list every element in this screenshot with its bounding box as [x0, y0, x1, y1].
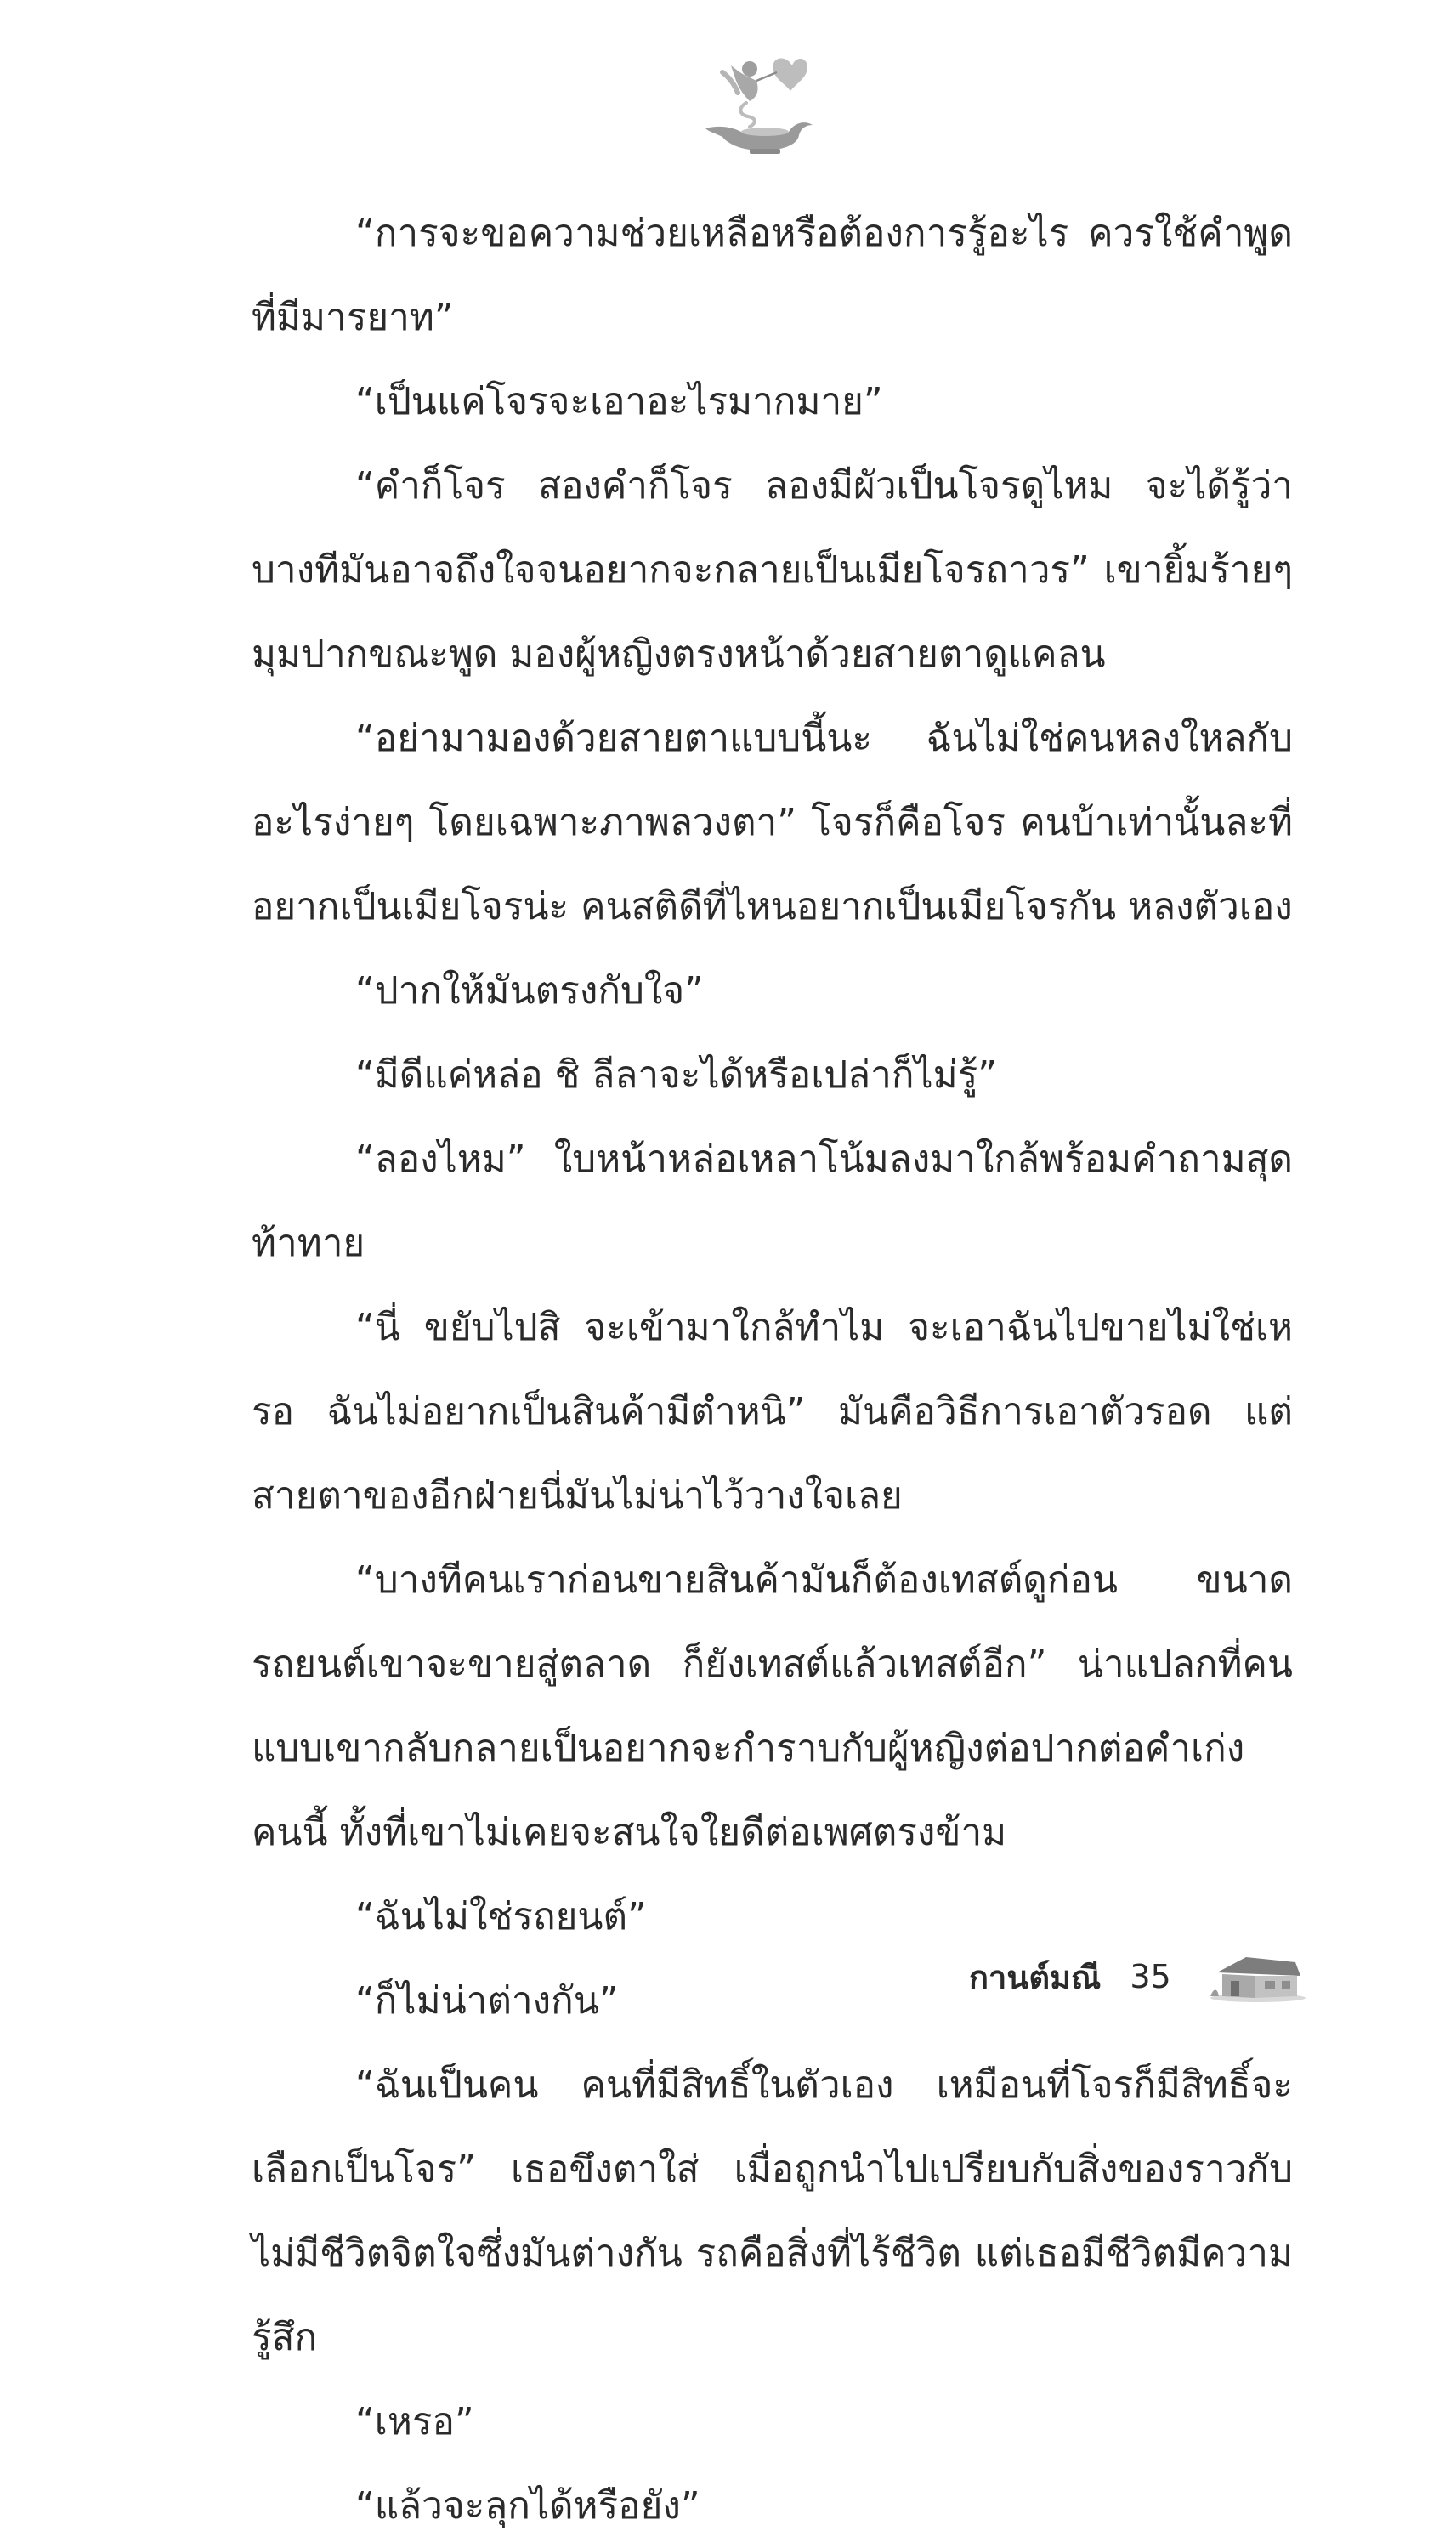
- paragraph: “คำก็โจร สองคำก็โจร ลองมีผัวเป็นโจรดูไหม จะได้รู้ว่าบางทีมันอาจถึงใจจนอยากจะกลายเป็นเมียโจรถาวร” เขายิ้มร้ายๆ มุมปากขณะพูด มองผู้หญิงตรงหน้าด้วยสายตาดูแคลน: [252, 464, 1293, 676]
- paragraph: “ฉันเป็นคน คนที่มีสิทธิ์ในตัวเอง เหมือนที่โจรก็มีสิทธิ์จะเลือกเป็นโจร” เธอขึงตาใส่ เมื่อถูกนำไปเปรียบกับสิ่งของราวกับไม่มีชีวิตจิตใจซึ่งมันต่างกัน รถคือสิ่งที่ไร้ชีวิต แต่เธอมีชีวิตมีความรู้สึก: [252, 2063, 1293, 2359]
- paragraph: “ฉันไม่ใช่รถยนต์”: [355, 1895, 647, 1938]
- author-name: กานต์มณี: [969, 1958, 1102, 1996]
- paragraph: “นี่ ขยับไปสิ จะเข้ามาใกล้ทำไม จะเอาฉันไปขายไม่ใช่เหรอ ฉันไม่อยากเป็นสินค้ามีตำหนิ” มันคือวิธีการเอาตัวรอด แต่สายตาของอีกฝ่ายนี่มันไม่น่าไว้วางใจเลย: [252, 1306, 1293, 1518]
- paragraph: “ก็ไม่น่าต่างกัน”: [355, 1979, 619, 2023]
- paragraph: “ปากให้มันตรงกับใจ”: [355, 969, 704, 1013]
- paragraph: “มีดีแค่หล่อ ชิ ลีลาจะได้หรือเปล่าก็ไม่รู้”: [355, 1053, 998, 1097]
- paragraph: “แล้วจะลุกได้หรือยัง”: [355, 2484, 700, 2528]
- paragraph: “เหรอ”: [355, 2400, 474, 2443]
- paragraph: “อย่ามามองด้วยสายตาแบบนี้นะ ฉันไม่ใช่คนหลงใหลกับอะไรง่ายๆ โดยเฉพาะภาพลวงตา” โจรก็คือโจร คนบ้าเท่านั้นละที่อยากเป็นเมียโจรน่ะ คนสติดีที่ไหนอยากเป็นเมียโจรกัน หลงตัวเอง: [252, 717, 1293, 928]
- body-text: [252, 191, 1293, 2548]
- house-illustration-icon: [1205, 1950, 1307, 2003]
- magic-lamp-with-cupid-icon: [697, 47, 824, 157]
- paragraph: “ลองไหม” ใบหน้าหล่อเหลาโน้มลงมาใกล้พร้อมคำถามสุดท้าทาย: [252, 1138, 1293, 1265]
- page-footer: [969, 1947, 1307, 2006]
- paragraph: “การจะขอความช่วยเหลือหรือต้องการรู้อะไร ควรใช้คำพูดที่มีมารยาท”: [252, 212, 1293, 339]
- page-number: 35: [1130, 1958, 1171, 1995]
- paragraph: “เป็นแค่โจรจะเอาอะไรมากมาย”: [355, 380, 883, 423]
- paragraph: “บางทีคนเราก่อนขายสินค้ามันก็ต้องเทสต์ดูก่อน ขนาดรถยนต์เขาจะขายสู่ตลาด ก็ยังเทสต์แล้วเทสต์อีก” น่าแปลกที่คนแบบเขากลับกลายเป็นอยากจะกำราบกับผู้หญิงต่อปากต่อคำเก่งคนนี้ ทั้งที่เขาไม่เคยจะสนใจใยดีต่อเพศตรงข้าม: [252, 1558, 1293, 1854]
